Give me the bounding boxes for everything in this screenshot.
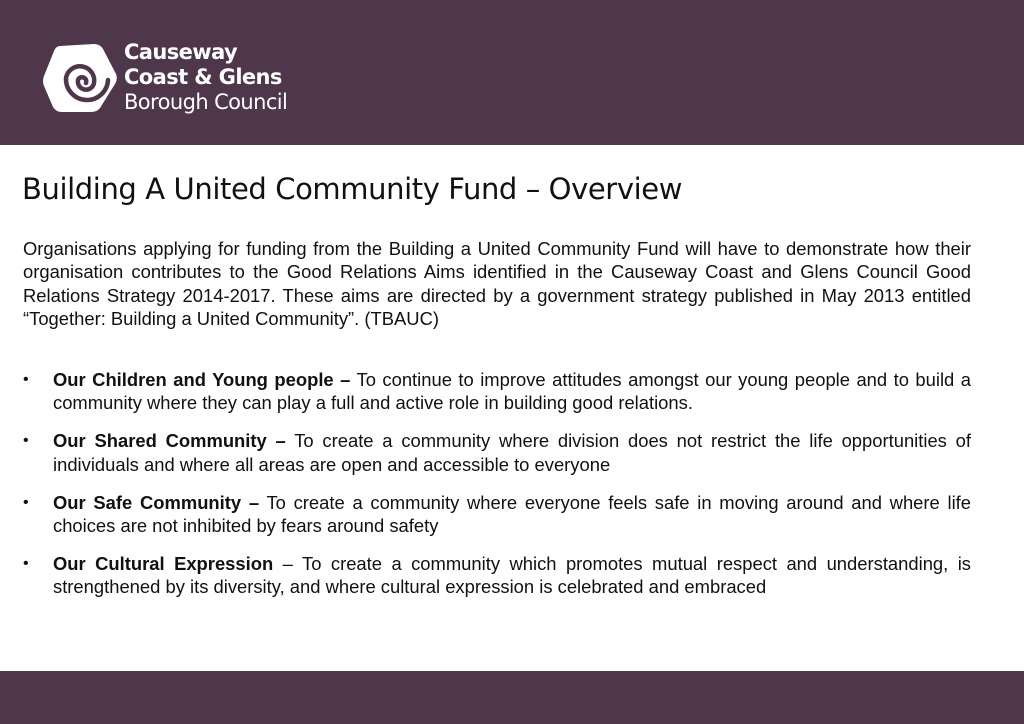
council-logo [42,40,287,115]
aim-description: To continue to improve attitudes amongst our young people and to build a community where they can play a full and active role in building good relations. [53,369,971,414]
aim-description: – To create a community which promotes mutual respect and understanding, is strengthened by its diversity, and where cultural expression is celebrated and embraced [53,552,971,598]
aim-shared-community [23,429,971,476]
aim-name: Our Shared Community – [53,430,286,452]
council-name [124,40,287,115]
aim-name: Our Children and Young people – [53,369,351,390]
logo-line-coast-glens: Coast & Glens [124,65,282,89]
logo-line-causeway: Causeway [124,40,238,64]
aim-name: Our Safe Community – [53,491,260,513]
logo-line-borough-council: Borough Council [124,90,288,114]
aim-children-young-people [23,368,971,415]
bullet-icon: • [23,432,29,450]
aim-name: Our Cultural Expression [53,552,274,574]
aims-list [23,368,971,613]
aim-cultural-expression [23,552,971,599]
spiral-hexagon-logo-icon [42,42,118,114]
bullet-icon: • [23,554,29,572]
aim-description: To create a community where everyone feels safe in moving around and where life choices are not inhibited by fears around safety [53,491,971,537]
intro-paragraph: Organisations applying for funding from the Building a United Community Fund will have to demonstrate how their organisation contributes to the Good Relations Aims identified in the Causeway Coast and Glens Council Good Relations Strategy 2014-2017. These aims are directed by a government strategy published in May 2013 entitled “Together: Building a United Community”. (TBAUC) [23,238,971,330]
page-title: Building A United Community Fund – Overview [22,172,683,206]
bullet-icon: • [23,371,29,388]
bullet-icon: • [23,493,29,511]
aim-safe-community [23,491,971,538]
aim-description: To create a community where division does not restrict the life opportunities of individuals and where all areas are open and accessible to everyone [53,430,971,475]
footer-band [0,671,1024,724]
header-band [0,0,1024,145]
